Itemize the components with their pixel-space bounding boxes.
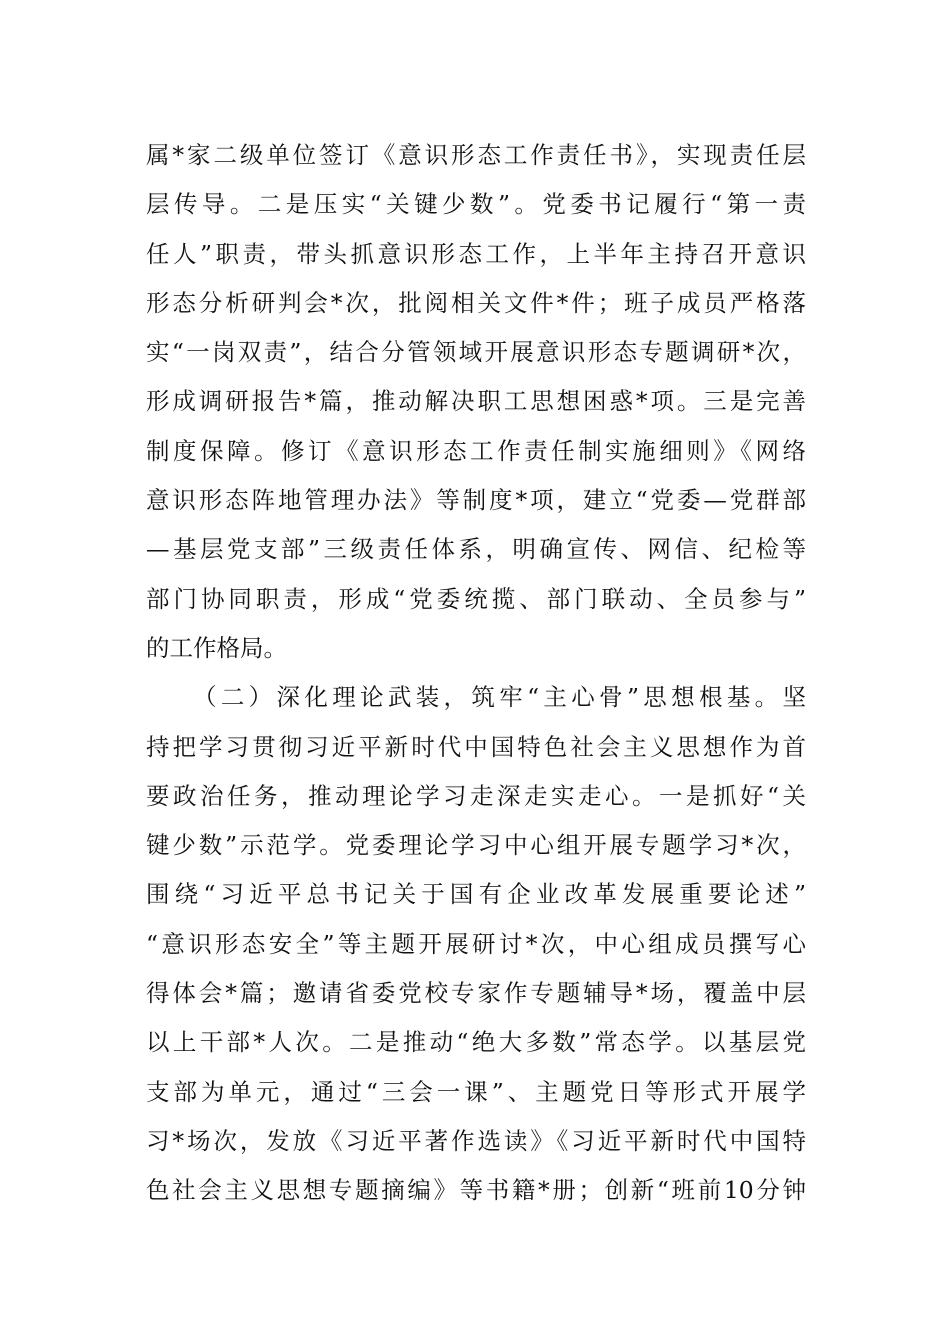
text-line: 属*家二级单位签订《意识形态工作责任书》，实现责任层	[146, 141, 806, 169]
text-line: 以上干部*人次。二是推动“绝大多数”常态学。以基层党	[146, 1028, 806, 1057]
text-line: —基层党支部”三级责任体系，明确宣传、网信、纪检等	[146, 535, 806, 564]
text-line: 层传导。二是压实“关键少数”。党委书记履行“第一责	[146, 190, 806, 219]
text-line: 形态分析研判会*次，批阅相关文件*件；班子成员严格落	[146, 288, 806, 317]
text-line: 色社会主义思想专题摘编》等书籍*册；创新“班前10分钟	[146, 1176, 806, 1205]
text-line: 实“一岗双责”，结合分管领域开展意识形态专题调研*次，	[146, 338, 806, 367]
text-line: 制度保障。修订《意识形态工作责任制实施细则》《网络	[146, 436, 806, 465]
text-line: 部门协同职责，形成“党委统揽、部门联动、全员参与”	[146, 584, 806, 613]
text-line: 持把学习贯彻习近平新时代中国特色社会主义思想作为首	[146, 732, 806, 761]
text-line: 意识形态阵地管理办法》等制度*项，建立“党委—党群部	[146, 486, 806, 515]
text-line: 得体会*篇；邀请省委党校专家作专题辅导*场，覆盖中层	[146, 979, 806, 1008]
text-line: 的工作格局。	[146, 633, 287, 662]
body-text	[146, 131, 806, 1216]
text-line: 围绕“习近平总书记关于国有企业改革发展重要论述”	[146, 880, 806, 909]
text-line: 习*场次，发放《习近平著作选读》《习近平新时代中国特	[146, 1126, 806, 1155]
text-line: 键少数”示范学。党委理论学习中心组开展专题学习*次，	[146, 831, 806, 860]
text-line: “意识形态安全”等主题开展研讨*次，中心组成员撰写心	[146, 929, 806, 958]
text-line: 要政治任务，推动理论学习走深走实走心。一是抓好“关	[146, 781, 806, 810]
text-line: 支部为单元，通过“三会一课”、主题党日等形式开展学	[146, 1077, 806, 1106]
text-line: 形成调研报告*篇，推动解决职工思想困惑*项。三是完善	[146, 387, 806, 416]
section-heading-line: （二）深化理论武装，筑牢“主心骨”思想根基。坚	[193, 683, 806, 712]
text-line: 任人”职责，带头抓意识形态工作，上半年主持召开意识	[146, 239, 806, 268]
